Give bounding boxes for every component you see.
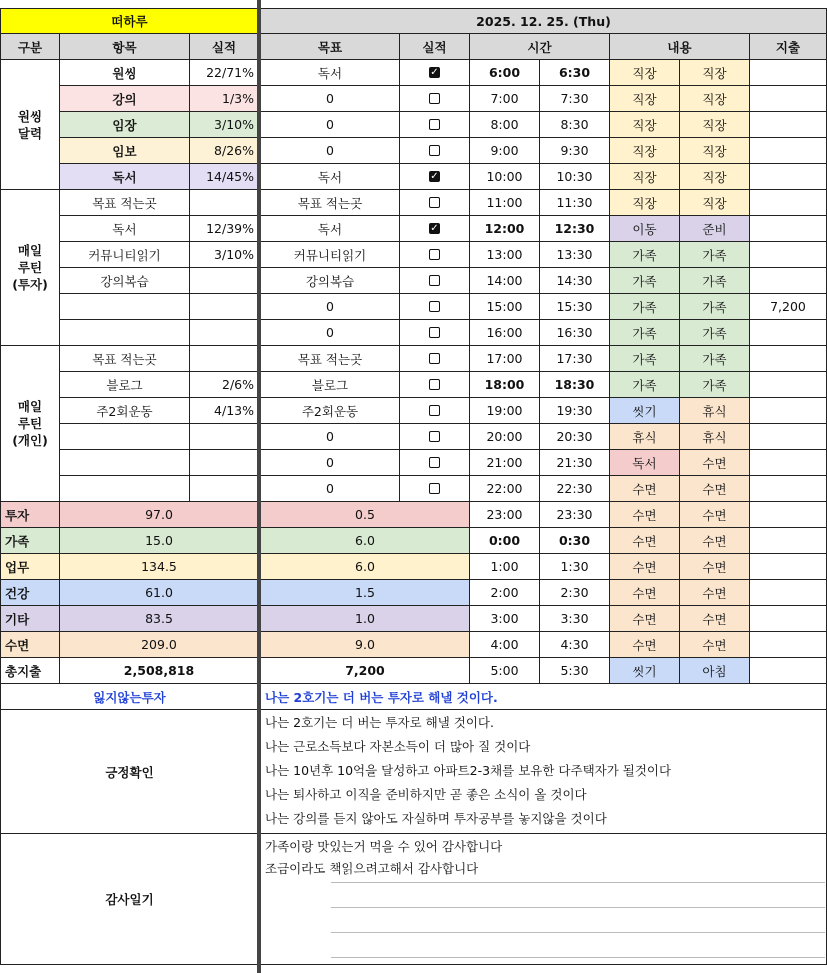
time-start: 16:00 [470, 320, 540, 346]
header-result: 실적 [190, 34, 259, 60]
item-cell[interactable]: 임보 [60, 138, 190, 164]
done-checkbox-cell[interactable] [400, 398, 470, 424]
content-second-half[interactable]: 직장 [680, 164, 750, 190]
goal-cell[interactable]: 0 [261, 86, 400, 112]
content-second-half[interactable]: 휴식 [680, 398, 750, 424]
content-first-half[interactable]: 수면 [610, 606, 680, 632]
content-second-half[interactable]: 수면 [680, 502, 750, 528]
time-start: 2:00 [470, 580, 540, 606]
time-end: 15:30 [540, 294, 610, 320]
checkbox-checked-icon[interactable]: ✓ [430, 223, 439, 234]
group-label: 원씽 달력 [0, 60, 60, 190]
time-end: 5:30 [540, 658, 610, 684]
time-start: 14:00 [470, 268, 540, 294]
spend-cell[interactable] [750, 398, 827, 424]
content-first-half[interactable]: 수면 [610, 476, 680, 502]
time-end: 14:30 [540, 268, 610, 294]
checkbox-icon[interactable] [429, 119, 440, 130]
goal-cell[interactable]: 독서 [261, 216, 400, 242]
header-goal: 목표 [261, 34, 400, 60]
item-cell[interactable]: 주2회운동 [60, 398, 190, 424]
spend-cell[interactable] [750, 216, 827, 242]
summary-goal: 1.5 [261, 580, 470, 606]
item-cell[interactable]: 목표 적는곳 [60, 346, 190, 372]
time-end: 4:30 [540, 632, 610, 658]
time-start: 9:00 [470, 138, 540, 164]
time-end: 12:30 [540, 216, 610, 242]
content-first-half[interactable]: 직장 [610, 190, 680, 216]
item-cell[interactable]: 커뮤니티읽기 [60, 242, 190, 268]
item-result[interactable] [190, 450, 259, 476]
checkbox-icon[interactable] [429, 457, 440, 468]
done-checkbox-cell[interactable] [400, 476, 470, 502]
spend-cell[interactable] [750, 164, 827, 190]
content-second-half[interactable]: 직장 [680, 86, 750, 112]
checkbox-icon[interactable] [429, 405, 440, 416]
time-start: 23:00 [470, 502, 540, 528]
summary-goal: 6.0 [261, 528, 470, 554]
spend-cell[interactable] [750, 372, 827, 398]
time-end: 10:30 [540, 164, 610, 190]
content-first-half[interactable]: 수면 [610, 502, 680, 528]
item-cell[interactable] [60, 476, 190, 502]
content-second-half[interactable]: 직장 [680, 138, 750, 164]
content-first-half[interactable]: 가족 [610, 372, 680, 398]
header-gubun: 구분 [0, 34, 60, 60]
time-start: 12:00 [470, 216, 540, 242]
item-result[interactable]: 2/6% [190, 372, 259, 398]
goal-cell[interactable]: 0 [261, 138, 400, 164]
ruled-line [331, 907, 825, 908]
ruled-line [331, 932, 825, 933]
content-first-half[interactable]: 독서 [610, 450, 680, 476]
content-first-half[interactable]: 수면 [610, 528, 680, 554]
spend-cell[interactable] [750, 268, 827, 294]
spend-cell[interactable] [750, 606, 827, 632]
done-checkbox-cell[interactable] [400, 268, 470, 294]
goal-cell[interactable]: 0 [261, 450, 400, 476]
spend-cell[interactable] [750, 658, 827, 684]
invest-label: 잃지않는투자 [0, 684, 259, 710]
spend-cell[interactable] [750, 320, 827, 346]
total-value: 2,508,818 [60, 658, 259, 684]
done-checkbox-cell[interactable] [400, 450, 470, 476]
invest-statement[interactable]: 나는 2호기는 더 버는 투자로 해낼 것이다. [261, 684, 827, 710]
summary-label: 투자 [0, 502, 60, 528]
sheet-title: 떠하루 [0, 8, 259, 34]
gratitude-line[interactable]: 가족이랑 맛있는거 먹을 수 있어 감사합니다 [265, 839, 503, 854]
goal-cell[interactable]: 커뮤니티읽기 [261, 242, 400, 268]
affirmation-line[interactable]: 나는 강의를 듣지 않아도 자실하며 투자공부를 놓지않을 것이다 [265, 811, 607, 826]
item-result[interactable] [190, 476, 259, 502]
summary-goal: 0.5 [261, 502, 470, 528]
summary-label: 건강 [0, 580, 60, 606]
content-first-half[interactable]: 가족 [610, 294, 680, 320]
content-second-half[interactable]: 가족 [680, 268, 750, 294]
done-checkbox-cell[interactable] [400, 112, 470, 138]
item-result[interactable] [190, 268, 259, 294]
content-second-half[interactable]: 직장 [680, 112, 750, 138]
goal-cell[interactable]: 독서 [261, 164, 400, 190]
content-second-half[interactable]: 수면 [680, 450, 750, 476]
summary-label: 업무 [0, 554, 60, 580]
time-start: 19:00 [470, 398, 540, 424]
goal-cell[interactable]: 0 [261, 476, 400, 502]
spend-cell[interactable]: 7,200 [750, 294, 827, 320]
spend-cell[interactable] [750, 502, 827, 528]
content-second-half[interactable]: 수면 [680, 476, 750, 502]
done-checkbox-cell[interactable] [400, 216, 470, 242]
content-second-half[interactable]: 수면 [680, 554, 750, 580]
time-end: 17:30 [540, 346, 610, 372]
goal-cell[interactable]: 독서 [261, 60, 400, 86]
goal-cell[interactable]: 0 [261, 424, 400, 450]
group-label: 매일 루틴 (투자) [0, 190, 60, 346]
spend-cell[interactable] [750, 242, 827, 268]
item-result[interactable]: 8/26% [190, 138, 259, 164]
content-second-half[interactable]: 수면 [680, 632, 750, 658]
spend-cell[interactable] [750, 424, 827, 450]
date-title: 2025. 12. 25. (Thu) [261, 8, 827, 34]
done-checkbox-cell[interactable] [400, 294, 470, 320]
spend-cell[interactable] [750, 554, 827, 580]
item-cell[interactable]: 임장 [60, 112, 190, 138]
item-result[interactable]: 4/13% [190, 398, 259, 424]
content-first-half[interactable]: 직장 [610, 86, 680, 112]
goal-cell[interactable]: 주2회운동 [261, 398, 400, 424]
summary-value: 134.5 [60, 554, 259, 580]
checkbox-checked-icon[interactable]: ✓ [430, 67, 439, 78]
total-label: 총지출 [0, 658, 60, 684]
checkbox-icon[interactable] [429, 483, 440, 494]
time-start: 10:00 [470, 164, 540, 190]
summary-value: 83.5 [60, 606, 259, 632]
header-time: 시간 [470, 34, 610, 60]
time-end: 7:30 [540, 86, 610, 112]
header-item: 항목 [60, 34, 190, 60]
content-first-half[interactable]: 씻기 [610, 658, 680, 684]
summary-goal: 6.0 [261, 554, 470, 580]
summary-goal: 1.0 [261, 606, 470, 632]
group-label: 매일 루틴 (개인) [0, 346, 60, 502]
time-end: 2:30 [540, 580, 610, 606]
header-spend: 지출 [750, 34, 827, 60]
summary-label: 가족 [0, 528, 60, 554]
content-second-half[interactable]: 휴식 [680, 424, 750, 450]
summary-label: 기타 [0, 606, 60, 632]
goal-cell[interactable]: 0 [261, 294, 400, 320]
spend-cell[interactable] [750, 86, 827, 112]
checkbox-icon[interactable] [429, 353, 440, 364]
time-end: 9:30 [540, 138, 610, 164]
header-done: 실적 [400, 34, 470, 60]
spend-cell[interactable] [750, 112, 827, 138]
checkbox-icon[interactable] [429, 249, 440, 260]
time-end: 0:30 [540, 528, 610, 554]
item-result[interactable]: 3/10% [190, 112, 259, 138]
item-result[interactable] [190, 190, 259, 216]
summary-goal: 9.0 [261, 632, 470, 658]
checkbox-icon[interactable] [429, 379, 440, 390]
summary-value: 15.0 [60, 528, 259, 554]
item-cell[interactable]: 목표 적는곳 [60, 190, 190, 216]
item-result[interactable]: 12/39% [190, 216, 259, 242]
content-first-half[interactable]: 수면 [610, 554, 680, 580]
spend-cell[interactable] [750, 476, 827, 502]
content-second-half[interactable]: 직장 [680, 190, 750, 216]
affirmation-line[interactable]: 나는 2호기는 더 버는 투자로 해낼 것이다. [265, 715, 494, 730]
time-end: 18:30 [540, 372, 610, 398]
affirmation-line[interactable]: 나는 퇴사하고 이직을 준비하지만 곧 좋은 소식이 올 것이다 [265, 787, 587, 802]
checkbox-icon[interactable] [429, 431, 440, 442]
time-start: 7:00 [470, 86, 540, 112]
content-first-half[interactable]: 직장 [610, 164, 680, 190]
content-first-half[interactable]: 가족 [610, 346, 680, 372]
item-result[interactable]: 3/10% [190, 242, 259, 268]
item-result[interactable] [190, 346, 259, 372]
content-first-half[interactable]: 이동 [610, 216, 680, 242]
time-end: 20:30 [540, 424, 610, 450]
goal-cell[interactable]: 블로그 [261, 372, 400, 398]
time-start: 20:00 [470, 424, 540, 450]
time-start: 1:00 [470, 554, 540, 580]
content-first-half[interactable]: 수면 [610, 580, 680, 606]
time-end: 22:30 [540, 476, 610, 502]
goal-cell[interactable]: 목표 적는곳 [261, 346, 400, 372]
goal-cell[interactable]: 0 [261, 320, 400, 346]
checkbox-icon[interactable] [429, 327, 440, 338]
content-second-half[interactable]: 아침 [680, 658, 750, 684]
content-first-half[interactable]: 수면 [610, 632, 680, 658]
time-end: 16:30 [540, 320, 610, 346]
ruled-line [331, 882, 825, 883]
content-second-half[interactable]: 수면 [680, 528, 750, 554]
spend-cell[interactable] [750, 580, 827, 606]
goal-cell[interactable]: 강의복습 [261, 268, 400, 294]
time-start: 0:00 [470, 528, 540, 554]
item-result[interactable] [190, 294, 259, 320]
time-start: 21:00 [470, 450, 540, 476]
item-cell[interactable] [60, 424, 190, 450]
spend-cell[interactable] [750, 528, 827, 554]
checkbox-checked-icon[interactable]: ✓ [430, 171, 439, 182]
content-second-half[interactable]: 수면 [680, 580, 750, 606]
time-end: 1:30 [540, 554, 610, 580]
time-end: 3:30 [540, 606, 610, 632]
content-second-half[interactable]: 가족 [680, 242, 750, 268]
time-end: 19:30 [540, 398, 610, 424]
time-end: 13:30 [540, 242, 610, 268]
summary-value: 209.0 [60, 632, 259, 658]
checkbox-icon[interactable] [429, 197, 440, 208]
total-goal: 7,200 [261, 658, 470, 684]
spend-cell[interactable] [750, 450, 827, 476]
content-second-half[interactable]: 가족 [680, 346, 750, 372]
done-checkbox-cell[interactable] [400, 320, 470, 346]
done-checkbox-cell[interactable] [400, 86, 470, 112]
summary-value: 61.0 [60, 580, 259, 606]
time-start: 5:00 [470, 658, 540, 684]
goal-cell[interactable]: 0 [261, 112, 400, 138]
affirmation-line[interactable]: 나는 근로소득보다 자본소득이 더 많아 질 것이다 [265, 739, 531, 754]
content-first-half[interactable]: 직장 [610, 138, 680, 164]
time-start: 8:00 [470, 112, 540, 138]
time-start: 4:00 [470, 632, 540, 658]
time-end: 8:30 [540, 112, 610, 138]
content-second-half[interactable]: 직장 [680, 60, 750, 86]
header-content: 내용 [610, 34, 750, 60]
done-checkbox-cell[interactable] [400, 190, 470, 216]
done-checkbox-cell[interactable] [400, 372, 470, 398]
content-second-half[interactable]: 가족 [680, 320, 750, 346]
gratitude-label: 감사일기 [0, 834, 259, 965]
pane-divider [257, 0, 261, 973]
content-second-half[interactable]: 준비 [680, 216, 750, 242]
spend-cell[interactable] [750, 60, 827, 86]
item-result[interactable] [190, 424, 259, 450]
checkbox-icon[interactable] [429, 301, 440, 312]
item-cell[interactable]: 강의복습 [60, 268, 190, 294]
time-end: 21:30 [540, 450, 610, 476]
gratitude-line[interactable]: 조금이라도 책읽으려고해서 감사합니다 [265, 861, 479, 876]
summary-value: 97.0 [60, 502, 259, 528]
item-cell[interactable]: 독서 [60, 164, 190, 190]
done-checkbox-cell[interactable] [400, 346, 470, 372]
content-second-half[interactable]: 가족 [680, 294, 750, 320]
checkbox-icon[interactable] [429, 145, 440, 156]
content-first-half[interactable]: 가족 [610, 268, 680, 294]
time-start: 6:00 [470, 60, 540, 86]
item-cell[interactable]: 원씽 [60, 60, 190, 86]
time-end: 23:30 [540, 502, 610, 528]
time-start: 22:00 [470, 476, 540, 502]
content-first-half[interactable]: 직장 [610, 112, 680, 138]
spend-cell[interactable] [750, 190, 827, 216]
done-checkbox-cell[interactable] [400, 242, 470, 268]
item-cell[interactable]: 독서 [60, 216, 190, 242]
item-result[interactable]: 1/3% [190, 86, 259, 112]
content-first-half[interactable]: 휴식 [610, 424, 680, 450]
time-end: 6:30 [540, 60, 610, 86]
item-cell[interactable]: 블로그 [60, 372, 190, 398]
time-start: 18:00 [470, 372, 540, 398]
item-result[interactable]: 14/45% [190, 164, 259, 190]
item-result[interactable] [190, 320, 259, 346]
time-end: 11:30 [540, 190, 610, 216]
item-cell[interactable] [60, 320, 190, 346]
time-start: 13:00 [470, 242, 540, 268]
ruled-line [331, 957, 825, 958]
spend-cell[interactable] [750, 138, 827, 164]
affirmation-line[interactable]: 나는 10년후 10억을 달성하고 아파트2-3채를 보유한 다주택자가 될것이다 [265, 763, 672, 778]
summary-label: 수면 [0, 632, 60, 658]
item-cell[interactable] [60, 450, 190, 476]
affirm-box [261, 710, 827, 834]
time-start: 15:00 [470, 294, 540, 320]
done-checkbox-cell[interactable] [400, 164, 470, 190]
content-first-half[interactable]: 가족 [610, 242, 680, 268]
done-checkbox-cell[interactable] [400, 424, 470, 450]
done-checkbox-cell[interactable] [400, 60, 470, 86]
affirm-label: 긍정확인 [0, 710, 259, 834]
item-result[interactable]: 22/71% [190, 60, 259, 86]
time-start: 3:00 [470, 606, 540, 632]
content-second-half[interactable]: 가족 [680, 372, 750, 398]
content-second-half[interactable]: 수면 [680, 606, 750, 632]
checkbox-icon[interactable] [429, 93, 440, 104]
content-first-half[interactable]: 직장 [610, 60, 680, 86]
spend-cell[interactable] [750, 632, 827, 658]
goal-cell[interactable]: 목표 적는곳 [261, 190, 400, 216]
item-cell[interactable]: 강의 [60, 86, 190, 112]
done-checkbox-cell[interactable] [400, 138, 470, 164]
item-cell[interactable] [60, 294, 190, 320]
gratitude-box [261, 834, 827, 965]
content-first-half[interactable]: 씻기 [610, 398, 680, 424]
content-first-half[interactable]: 가족 [610, 320, 680, 346]
time-start: 11:00 [470, 190, 540, 216]
time-start: 17:00 [470, 346, 540, 372]
checkbox-icon[interactable] [429, 275, 440, 286]
spend-cell[interactable] [750, 346, 827, 372]
